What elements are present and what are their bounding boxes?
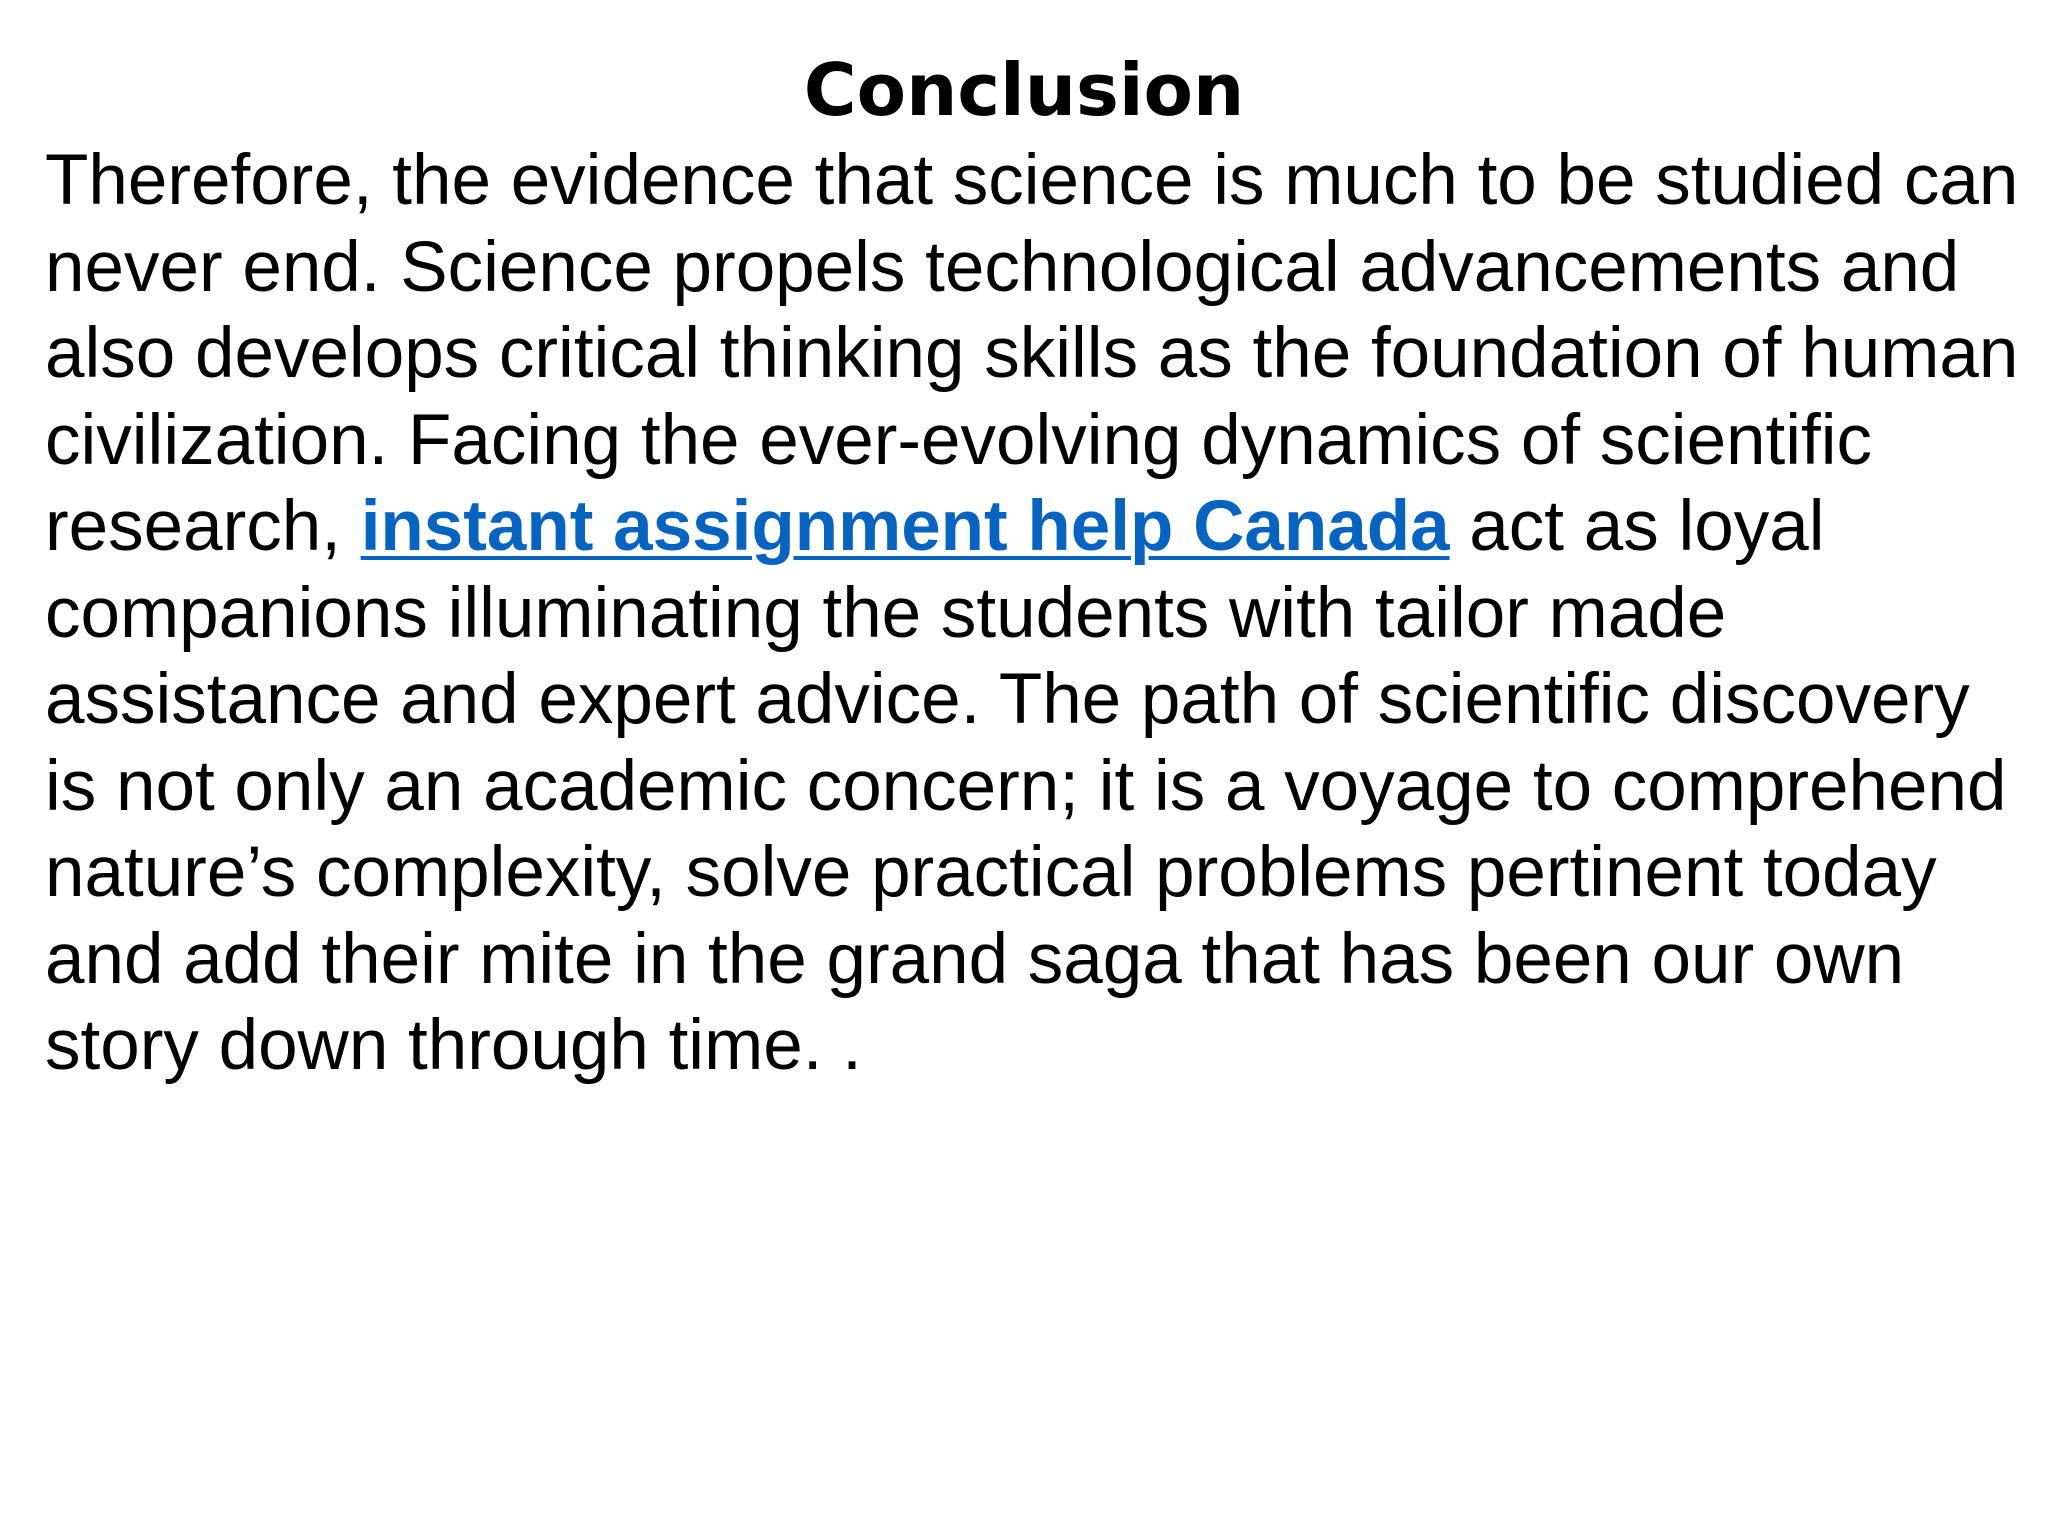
conclusion-paragraph (45, 138, 2020, 1090)
paragraph-text-after-link: act as loyal companions illuminating the students with tailor made assistance and expert advice. The path of scientific discovery is not only an academic concern; it is a voyage to comprehend nature’s complexity, solve practical problems pertinent today and add their mite in the grand saga that has been our own story down through time. . (45, 487, 2007, 1085)
paragraph-text-before-link: Therefore, the evidence that science is much to be studied can never end. Science propels technological advancements and also develops critical thinking skills as the foundation of human civilization. Facing the ever-evolving dynamics of scientific research, (45, 141, 2019, 566)
slide-title: Conclusion (803, 48, 1245, 132)
assignment-help-link[interactable]: instant assignment help Canada (360, 487, 1450, 566)
